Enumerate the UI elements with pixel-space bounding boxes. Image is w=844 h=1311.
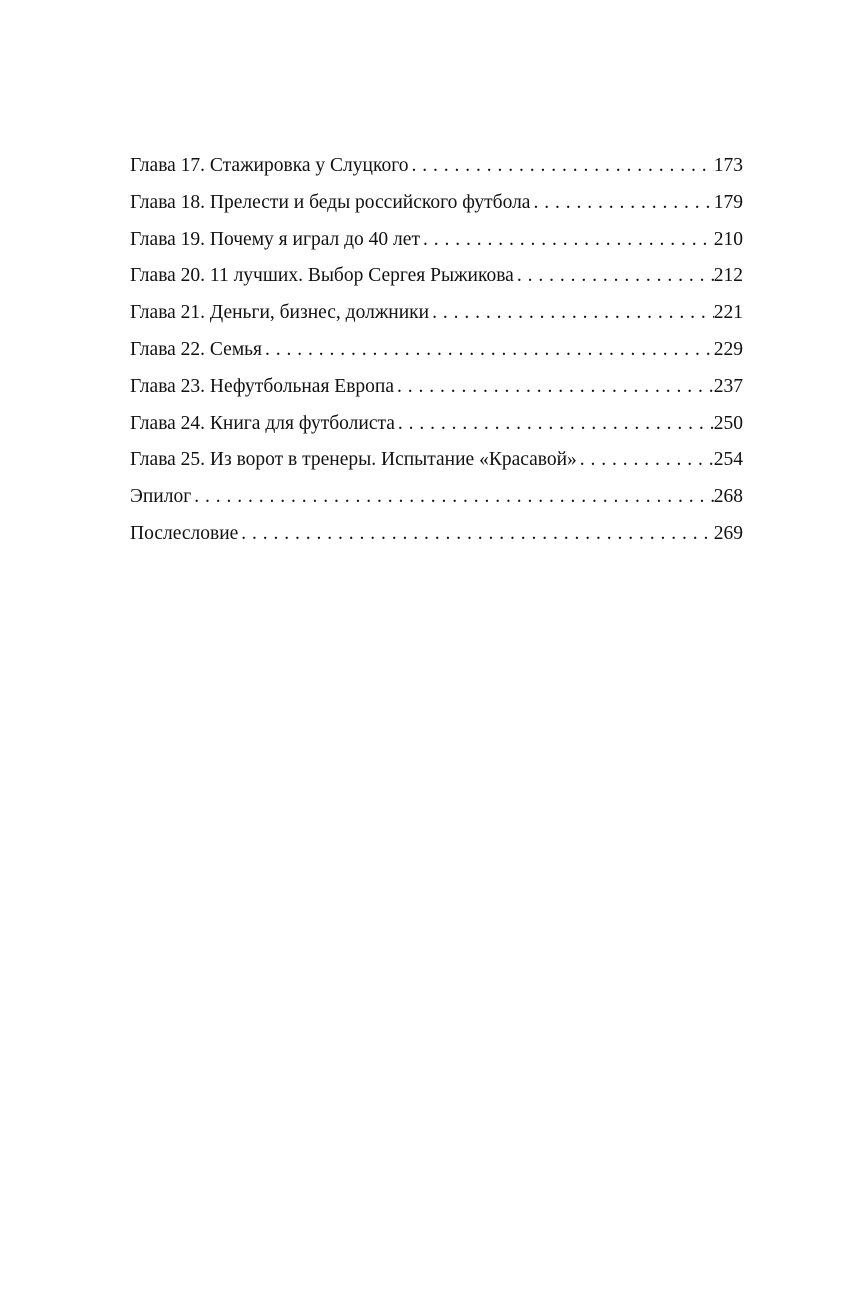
dot-leader [262, 332, 714, 369]
toc-entry-epilogue [130, 479, 743, 516]
dot-leader [238, 516, 713, 553]
dot-leader [394, 369, 714, 406]
toc-entry-title: Глава 22. Семья [130, 338, 263, 360]
toc-entry-title: Эпилог [130, 486, 192, 508]
toc-entry-title: Глава 20. 11 лучших. Выбор Сергея Рыжикова [130, 265, 514, 287]
toc-entry-title: Глава 23. Нефутбольная Европа [130, 375, 395, 397]
toc-entry-page-number: 212 [713, 265, 743, 287]
toc-entry-page-number: 250 [713, 412, 743, 434]
toc-entry-title: Глава 17. Стажировка у Слуцкого [130, 155, 409, 176]
toc-entry-chapter-19 [130, 222, 743, 259]
toc-entry-page-number: 237 [713, 375, 743, 397]
toc-entry-chapter-17 [130, 148, 743, 185]
toc-entry-afterword [130, 516, 743, 553]
toc-entry-page-number: 210 [713, 228, 743, 250]
dot-leader [395, 406, 714, 443]
toc-entry-title: Глава 21. Деньги, бизнес, должники [130, 302, 430, 324]
toc-entry-chapter-24 [130, 406, 743, 443]
toc-entry-page-number: 254 [713, 449, 743, 471]
toc-entry-title: Глава 19. Почему я играл до 40 лет [130, 228, 420, 250]
toc-entry-page-number: 268 [713, 486, 743, 508]
toc-entry-page-number: 229 [713, 338, 743, 360]
toc-entry-page-number: 221 [713, 302, 743, 324]
dot-leader [429, 295, 714, 332]
toc-entry-page-number: 173 [713, 155, 743, 176]
toc-entry-chapter-21 [130, 295, 743, 332]
table-of-contents [130, 148, 743, 553]
dot-leader [530, 185, 713, 222]
dot-leader [577, 442, 714, 479]
toc-entry-page-number: 269 [713, 522, 743, 544]
toc-entry-chapter-20 [130, 258, 743, 295]
dot-leader [191, 479, 714, 516]
dot-leader [514, 258, 714, 295]
dot-leader [420, 222, 714, 259]
dot-leader [408, 148, 713, 185]
toc-entry-title: Послесловие [130, 522, 239, 544]
toc-entry-page-number: 179 [713, 191, 743, 213]
toc-entry-chapter-25 [130, 442, 743, 479]
toc-entry-title: Глава 25. Из ворот в тренеры. Испытание «Красавой» [130, 449, 577, 471]
toc-entry-title: Глава 18. Прелести и беды российского футбола [130, 191, 531, 213]
toc-entry-chapter-23 [130, 369, 743, 406]
toc-entry-chapter-18 [130, 185, 743, 222]
toc-entry-title: Глава 24. Книга для футболиста [130, 412, 395, 434]
toc-entry-chapter-22 [130, 332, 743, 369]
